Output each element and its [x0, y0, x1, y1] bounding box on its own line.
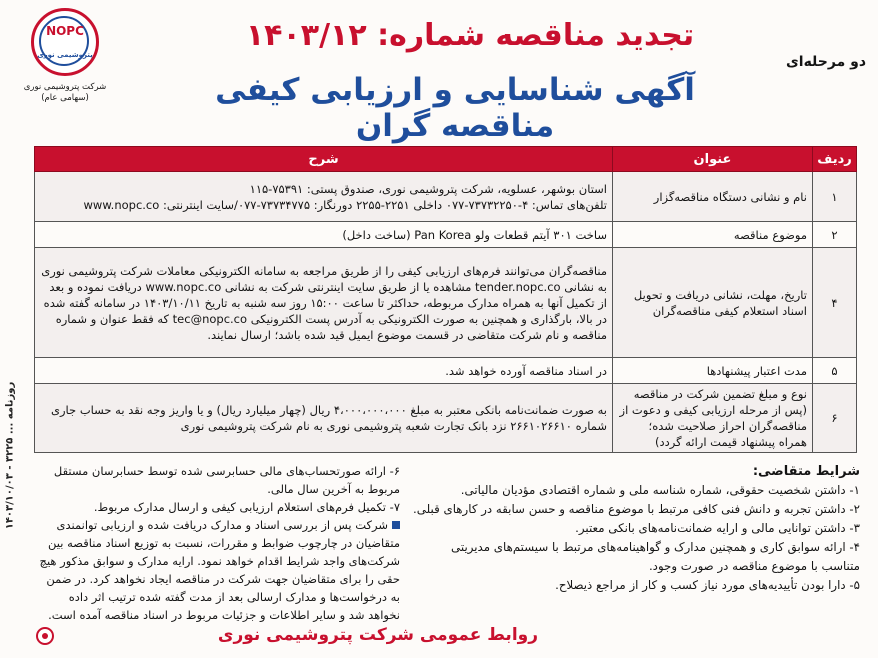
- row-title: تاریخ، مهلت، نشانی دریافت و تحویل اسناد استعلام کیفی مناقصه‌گران: [613, 248, 813, 358]
- conditions-heading: شرایط متقاضی:: [752, 464, 860, 479]
- footer-text: روابط عمومی شرکت پتروشیمی نوری: [217, 625, 538, 645]
- footer-public-relations: [34, 620, 574, 650]
- column-header-index: ردیف: [813, 147, 857, 172]
- table-row: [35, 222, 857, 248]
- row-index: ۵: [813, 358, 857, 384]
- tender-details-table: [34, 146, 857, 453]
- row-title: موضوع مناقصه: [613, 222, 813, 248]
- tender-subtitle: آگهی شناسایی و ارزیابی کیفی مناقصه گران: [215, 72, 695, 144]
- logo-company-name: شرکت پتروشیمی نوری (سهامی عام): [23, 82, 107, 103]
- row-index: ۶: [813, 384, 857, 453]
- conditions-list: [410, 462, 860, 595]
- row-title: نام و نشانی دستگاه مناقصه‌گزار: [613, 172, 813, 222]
- tender-title: تجدید مناقصه شماره: ۱۴۰۳/۱۲: [245, 18, 695, 53]
- table-row: [35, 172, 857, 222]
- logo-sub-text: پتروشیمی نوری: [37, 51, 93, 59]
- table-row: [35, 384, 857, 453]
- row-index: ۲: [813, 222, 857, 248]
- column-header-title: عنوان: [613, 147, 813, 172]
- condition-item: ۴- ارائه سوابق کاری و همچنین مدارک و گواهینامه‌های مرتبط با سیستم‌های مدیریتی متناسب با موضوع مناقصه در صورت وجود.: [451, 540, 860, 573]
- column-header-description: شرح: [35, 147, 613, 172]
- condition-item: ۳- داشتن توانایی مالی و ارایه ضمانت‌نامه‌های بانکی معتبر.: [575, 521, 860, 535]
- row-index: ۱: [813, 172, 857, 222]
- row-title: مدت اعتبار پیشنهادها: [613, 358, 813, 384]
- condition-item: ۲- داشتن تجربه و دانش فنی کافی مرتبط با موضوع مناقصه و حسن سابقه در کارهای قبلی.: [413, 502, 860, 516]
- newspaper-side-strip: [0, 300, 22, 600]
- row-index: ۴: [813, 248, 857, 358]
- logo-emblem: [31, 8, 99, 76]
- condition-item: ۷- تکمیل فرم‌های استعلام ارزیابی کیفی و ارسال مدارک مربوط.: [93, 500, 400, 514]
- row-description: استان بوشهر، عسلویه، شرکت پتروشیمی نوری، صندوق پستی: ۷۵۳۹۱-۱۱۵ تلفن‌های تماس: ۴-۷۳۷۳۲۲۵۰-۰۷۷ داخلی ۲۲۵۱-۲۲۵۵ دورنگار: ۷۳۷۳۴۷۷۵-۰۷۷/سایت اینترنتی: www.nopc.co: [35, 172, 613, 222]
- condition-item: ۵- دارا بودن تأییدیه‌های مورد نیاز کسب و کار از مراجع ذیصلاح.: [555, 578, 860, 592]
- square-bullet-icon: [392, 521, 400, 529]
- row-description: در اسناد مناقصه آورده خواهد شد.: [35, 358, 613, 384]
- condition-note: شرکت پس از بررسی اسناد و مدارک دریافت شده و ارزیابی توانمندی متقاضیان در چارچوب ضوابط و مقررات، نسبت به توزیع اسناد مناقصه بین شرکت‌های واجد شرایط اقدام خواهد نمود. ارایه مدارک و سوابق مذکور هیچ حقی را برای متقاضیان جهت شرکت در مناقصه ایجاد نخواهد کرد. در ضمن به درخواست‌ها و مدارک ارسالی بعد از مدت گفته شده ترتیب اثر داده نخواهد شد و سایر اطلاعات و جزئیات مربوط در اسناد مناقصه آمده است.: [39, 518, 400, 622]
- table-header-row: [35, 147, 857, 172]
- condition-item: ۱- داشتن شخصیت حقوقی، شماره شناسه ملی و شماره اقتصادی مؤدیان مالیاتی.: [460, 483, 860, 497]
- logo-mark-text: NOPC: [46, 24, 84, 38]
- table-row: [35, 358, 857, 384]
- stage-label: دو مرحله‌ای: [785, 54, 866, 70]
- company-logo: [20, 8, 110, 128]
- side-strip-text: روزنامه ... ۳۲۲۵ - ۱۴۰۳/۱۰/۰۳: [4, 381, 16, 530]
- conditions-continued: [36, 462, 400, 624]
- row-description: مناقصه‌گران می‌توانند فرم‌های ارزیابی کیفی را از طریق مراجعه به سامانه الکترونیکی معاملات شرکت پتروشیمی نوری به نشانی tender.nopc.co مشاهده یا از طریق سایت اینترنتی شرکت به نشانی www.nopc.co دریافت نموده و بعد از تکمیل آنها به همراه مدارک مربوطه، حداکثر تا ساعت ۱۵:۰۰ روز سه شنبه به تاریخ ۱۴۰۳/۱۰/۱۱ در سامانه گفته شده در بالا، بارگذاری و همچنین به صورت الکترونیکی به آدرس پست الکترونیکی tec@nopc.co که فقط عنوان و شماره مناقصه و نام شرکت متقاضی در قسمت موضوع ایمیل قید شده باشد؛ ارسال نمایند.: [35, 248, 613, 358]
- row-description: به صورت ضمانت‌نامه بانکی معتبر به مبلغ ۴،۰۰۰،۰۰۰،۰۰۰ ریال (چهار میلیارد ریال) و یا واریز وجه نقد به حساب جاری شماره ۲۶۶۱۰۲۶۶۱۰ نزد بانک تجارت شعبه پتروشیمی نوری به نام شرکت پتروشیمی نوری: [35, 384, 613, 453]
- row-title: نوع و مبلغ تضمین شرکت در مناقصه (پس از مرحله ارزیابی کیفی و دعوت از مناقصه‌گران احراز صلاحیت شده؛ همراه پیشنهاد قیمت ارائه گردد): [613, 384, 813, 453]
- table-row: [35, 248, 857, 358]
- footer-logo-icon: [36, 627, 54, 645]
- row-description: ساخت ۳۰۱ آیتم قطعات ولو Pan Korea (ساخت داخل): [35, 222, 613, 248]
- condition-item: ۶- ارائه صورتحساب‌های مالی حسابرسی شده توسط حسابرسان مستقل مربوط به آخرین سال مالی.: [53, 464, 400, 496]
